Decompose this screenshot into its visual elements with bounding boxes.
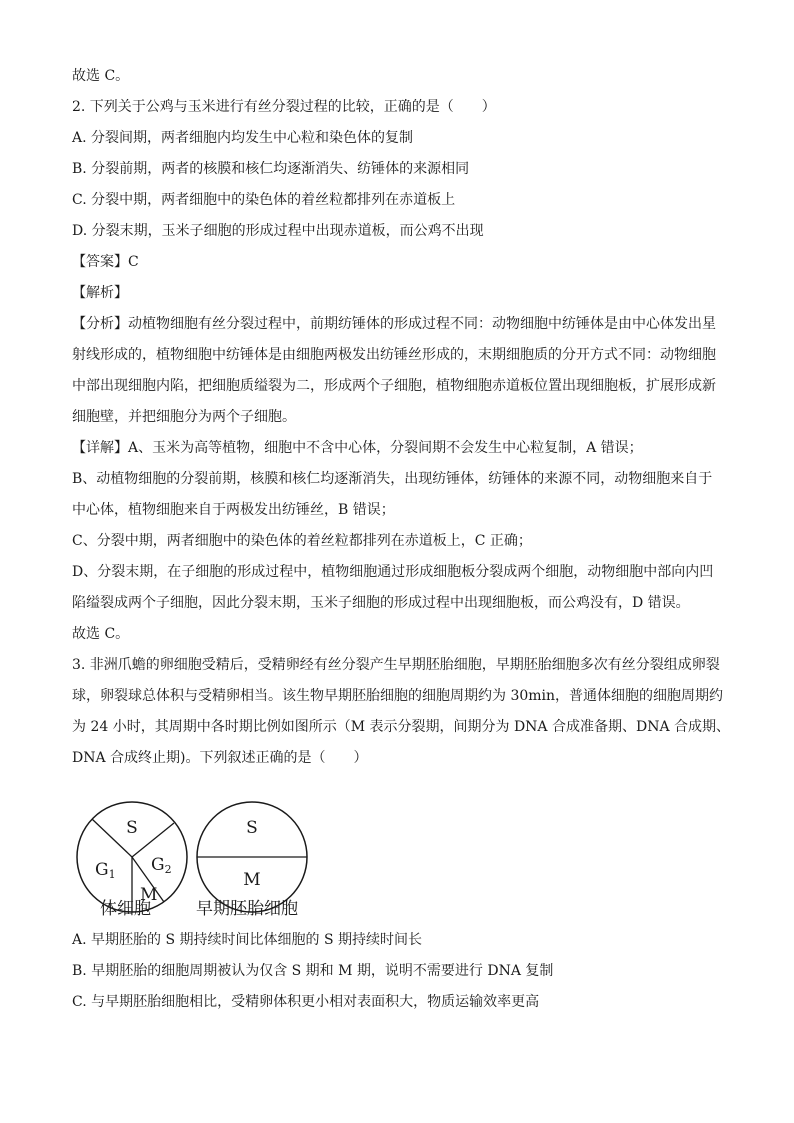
- question-3-stem: 球，卵裂球总体积与受精卵相当。该生物早期胚胎细胞的细胞周期约为 30min，普通体细胞的细胞周期约: [72, 688, 724, 704]
- detail-text: 【详解】A、玉米为高等植物，细胞中不含中心体，分裂间期不会发生中心粒复制，A 错误；: [72, 440, 643, 456]
- analysis-label: 【解析】: [72, 285, 128, 301]
- question-2-option-c: C. 分裂中期，两者细胞中的染色体的着丝粒都排列在赤道板上: [72, 192, 456, 208]
- question-2-stem: 2. 下列关于公鸡与玉米进行有丝分裂过程的比较，正确的是（ ）: [72, 99, 496, 115]
- analysis-text: 中部出现细胞内陷，把细胞质缢裂为二，形成两个子细胞，植物细胞赤道板位置出现细胞板，扩展形成新: [72, 378, 716, 394]
- somatic-cell-caption: 体细胞: [100, 899, 151, 919]
- text-line: 故选 C。: [72, 68, 130, 84]
- analysis-text: 【分析】动植物细胞有丝分裂过程中，前期纺锤体的形成过程不同：动物细胞中纺锤体是由中心体发出星: [72, 316, 716, 332]
- analysis-text: 细胞壁，并把细胞分为两个子细胞。: [72, 409, 296, 425]
- divider-s-g2: [132, 823, 174, 857]
- label-m: M: [140, 885, 158, 905]
- detail-text: B、动植物细胞的分裂前期，核膜和核仁均逐渐消失，出现纺锤体，纺锤体的来源不同，动物细胞来自于: [72, 471, 713, 487]
- detail-text: D、分裂末期，在子细胞的形成过程中，植物细胞通过形成细胞板分裂成两个细胞，动物细胞中部向内凹: [72, 564, 714, 580]
- label-m: M: [243, 870, 261, 890]
- analysis-text: 射线形成的，植物细胞中纺锤体是由细胞两极发出纺锤丝形成的，末期细胞质的分开方式不同：动物细胞: [72, 347, 716, 363]
- embryo-cell-cycle-diagram: [197, 802, 307, 912]
- label-s: S: [126, 818, 138, 838]
- question-3-stem: DNA 合成终止期)。下列叙述正确的是（ ）: [72, 750, 368, 766]
- text-line: 故选 C。: [72, 626, 130, 642]
- question-3-stem: 3. 非洲爪蟾的卵细胞受精后，受精卵经有丝分裂产生早期胚胎细胞，早期胚胎细胞多次有丝分裂组成卵裂: [72, 657, 720, 673]
- question-2-option-d: D. 分裂末期，玉米子细胞的形成过程中出现赤道板，而公鸡不出现: [72, 223, 484, 239]
- question-2-option-b: B. 分裂前期，两者的核膜和核仁均逐渐消失、纺锤体的来源相同: [72, 161, 470, 177]
- question-3-option-b: B. 早期胚胎的细胞周期被认为仅含 S 期和 M 期，说明不需要进行 DNA 复制: [72, 963, 554, 979]
- embryo-cell-caption: 早期胚胎细胞: [196, 899, 298, 919]
- question-2-option-a: A. 分裂间期，两者细胞内均发生中心粒和染色体的复制: [72, 130, 414, 146]
- label-g1: G1: [95, 860, 116, 881]
- detail-text: C、分裂中期，两者细胞中的染色体的着丝粒都排列在赤道板上，C 正确；: [72, 533, 532, 549]
- label-s: S: [246, 818, 258, 838]
- somatic-cell-cycle-diagram: [77, 802, 187, 912]
- question-3-option-a: A. 早期胚胎的 S 期持续时间比体细胞的 S 期持续时间长: [72, 932, 422, 948]
- question-3-stem: 为 24 小时，其周期中各时期比例如图所示（M 表示分裂期，间期分为 DNA 合成准备期、DNA 合成期、: [72, 719, 731, 735]
- detail-text: 中心体，植物细胞来自于两极发出纺锤丝，B 错误；: [72, 502, 395, 518]
- detail-text: 陷缢裂成两个子细胞，因此分裂末期，玉米子细胞的形成过程中出现细胞板，而公鸡没有，D 错误。: [72, 595, 690, 611]
- question-3-option-c: C. 与早期胚胎细胞相比，受精卵体积更小相对表面积大，物质运输效率更高: [72, 994, 540, 1010]
- answer-label: 【答案】C: [72, 254, 139, 270]
- label-g2: G2: [151, 855, 172, 876]
